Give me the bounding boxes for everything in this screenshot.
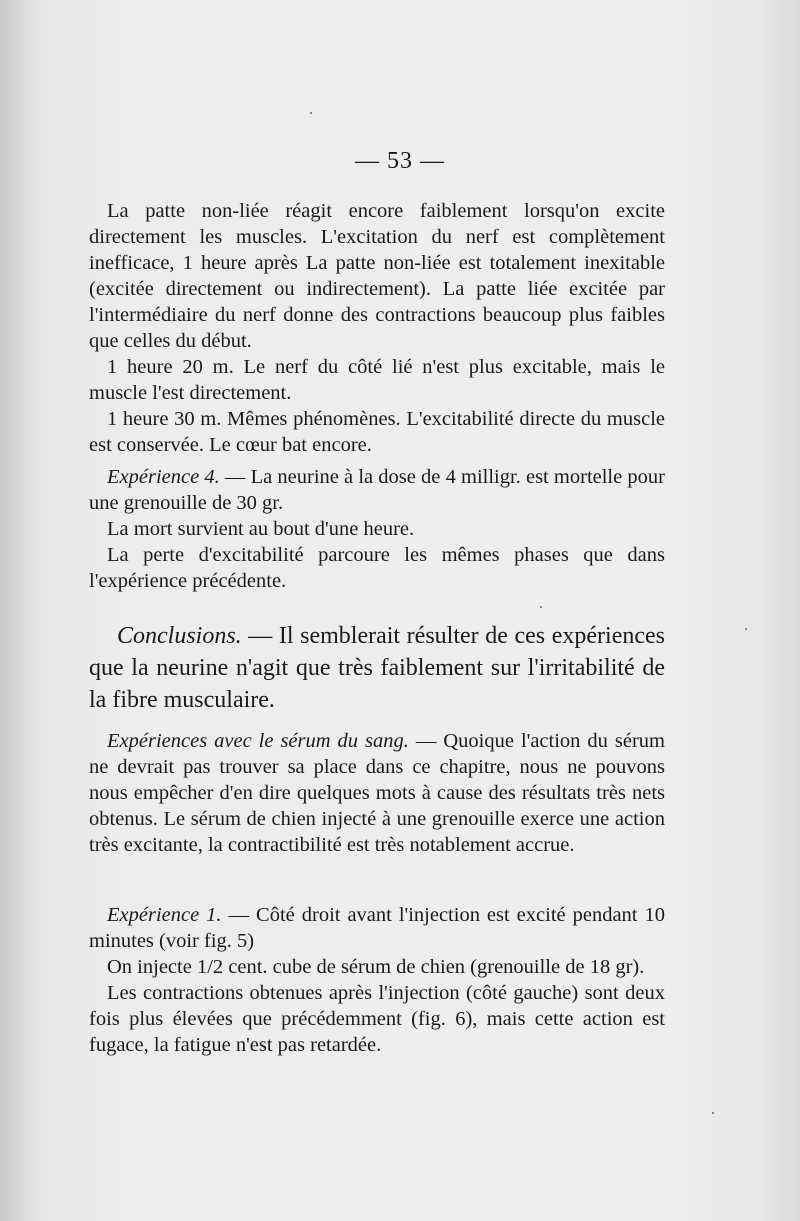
experience-4-block — [89, 464, 665, 594]
paragraph: La patte non-liée réagit encore faiblement lorsqu'on excite directement les muscles. L'excitation du nerf est complètement inefficace, 1 heure après La patte non-liée est totalement inexitable (excitée directement ou indirectement). La patte liée excitée par l'intermédiaire du nerf donne des contractions beaucoup plus faibles que celles du début. — [89, 200, 665, 352]
scan-speck — [712, 1112, 714, 1114]
conclusions-block — [89, 620, 665, 716]
paragraph: Les contractions obtenues après l'injection (côté gauche) sont deux fois plus élevées que précédemment (fig. 6), mais cette action est fugace, la fatigue n'est pas retardée. — [89, 982, 665, 1056]
experience-heading: Expérience 4. — [107, 466, 220, 488]
paragraph: La perte d'excitabilité parcoure les mêmes phases que dans l'expérience précédente. — [89, 544, 665, 592]
observation-block — [89, 198, 665, 458]
serum-experiments-block — [89, 728, 665, 858]
paragraph: Expérience 4. — La neurine à la dose de 4 milligr. est mortelle pour une grenouille de 30 gr. — [89, 466, 665, 514]
paragraph: Expériences avec le sérum du sang. — Quoique l'action du sérum ne devrait pas trouver sa place dans ce chapitre, nous ne pouvons nous empêcher d'en dire quelques mots à cause des résultats très nets obtenus. Le sérum de chien injecté à une grenouille exerce une action très excitante, la contractibilité est très notablement accrue. — [89, 730, 665, 856]
paragraph: 1 heure 30 m. Mêmes phénomènes. L'excitabilité directe du muscle est conservée. Le cœur bat encore. — [89, 408, 665, 456]
paragraph: La mort survient au bout d'une heure. — [107, 518, 415, 540]
paragraph: Expérience 1. — Côté droit avant l'injection est excité pendant 10 minutes (voir fig. 5) — [89, 904, 665, 952]
scan-speck — [540, 606, 542, 608]
experience-1-block — [89, 902, 665, 1058]
section-heading: Expériences avec le sérum du sang. — [107, 730, 409, 752]
scan-speck — [310, 112, 312, 114]
experience-heading: Expérience 1. — [107, 904, 222, 926]
paragraph: On injecte 1/2 cent. cube de sérum de chien (grenouille de 18 gr). — [107, 956, 645, 978]
page-number: — 53 — — [355, 148, 445, 174]
paragraph: Conclusions. — Il semblerait résulter de ces expériences que la neurine n'agit que très faiblement sur l'irritabilité de la fibre musculaire. — [89, 623, 665, 713]
conclusions-heading: Conclusions. — [117, 623, 242, 649]
scan-speck — [745, 628, 747, 630]
paragraph: 1 heure 20 m. Le nerf du côté lié n'est plus excitable, mais le muscle l'est directement. — [89, 356, 665, 404]
